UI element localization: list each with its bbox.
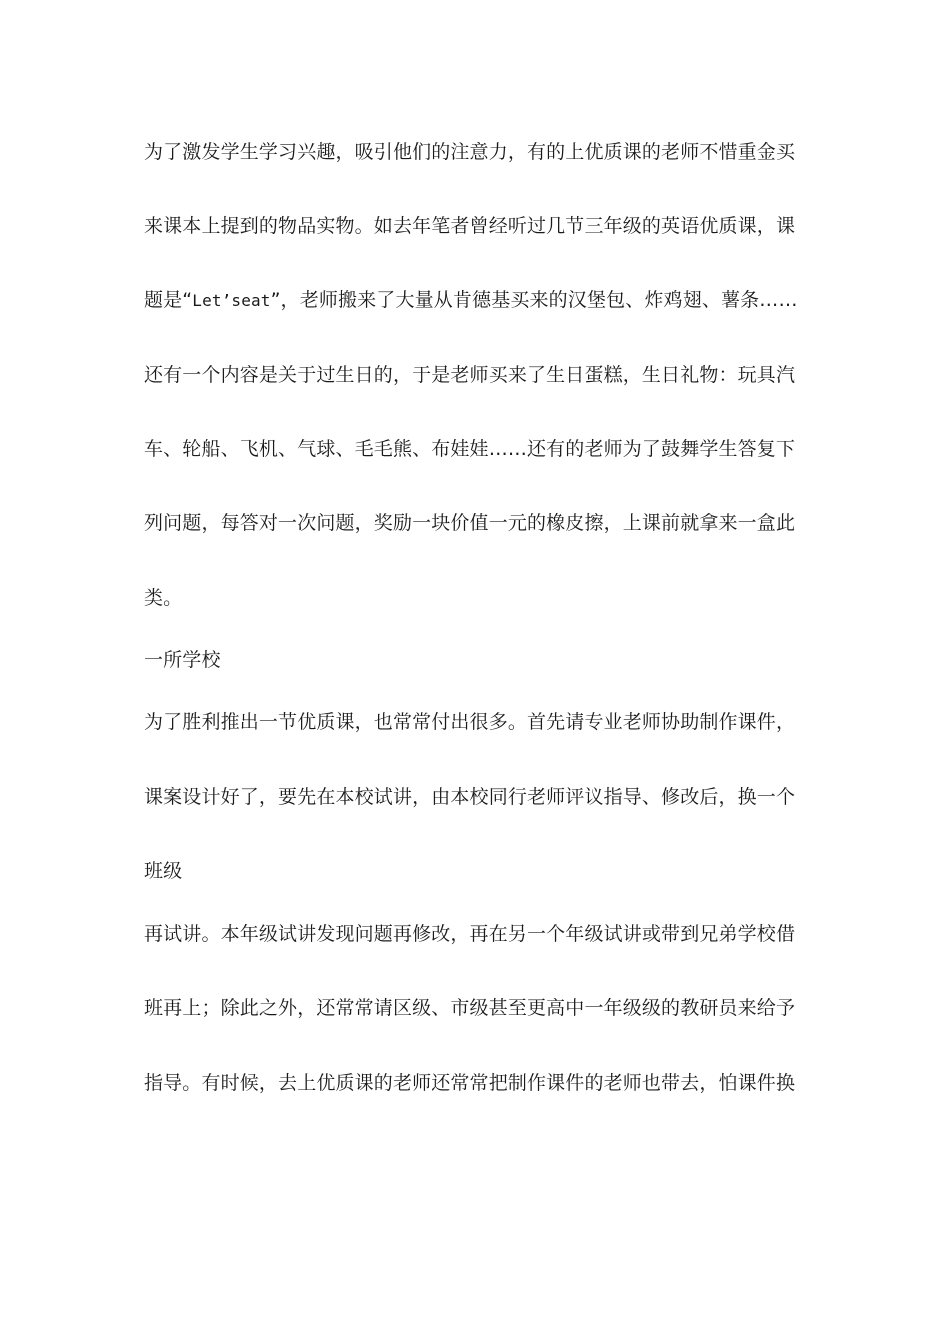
paragraph-1-line-6: 列问题，每答对一次问题，奖励一块价值一元的橡皮擦，上课前就拿来一盒此 <box>144 512 796 534</box>
paragraph-2-line-1: 为了胜利推出一节优质课，也常常付出很多。首先请专业老师协助制作课件， <box>144 711 796 733</box>
paragraph-2-line-2: 课案设计好了，要先在本校试讲，由本校同行老师评议指导、修改后，换一个 <box>144 786 796 808</box>
heading-school: 一所学校 <box>144 649 221 671</box>
paragraph-1-line-3 <box>144 287 804 314</box>
paragraph-1-line-1: 为了激发学生学习兴趣，吸引他们的注意力，有的上优质课的老师不惜重金买 <box>144 141 796 163</box>
paragraph-3-line-3: 指导。有时候，去上优质课的老师还常常把制作课件的老师也带去，怕课件换 <box>144 1072 796 1094</box>
paragraph-1-line-5: 车、轮船、飞机、气球、毛毛熊、布娃娃……还有的老师为了鼓舞学生答复下 <box>144 438 796 460</box>
paragraph-1-line-4: 还有一个内容是关于过生日的，于是老师买来了生日蛋糕，生日礼物：玩具汽 <box>144 364 796 386</box>
paragraph-3-line-2: 班再上；除此之外，还常常请区级、市级甚至更高中一年级级的教研员来给予 <box>144 997 796 1019</box>
paragraph-1-line-7: 类。 <box>144 587 183 609</box>
heading-class: 班级 <box>144 860 183 882</box>
paragraph-1-line-2: 来课本上提到的物品实物。如去年笔者曾经听过几节三年级的英语优质课，课 <box>144 215 796 237</box>
lesson-title-code: Let’seat <box>192 291 271 310</box>
line-3-suffix: ”，老师搬来了大量从肯德基买来的汉堡包、炸鸡翅、薯条…… <box>270 289 798 311</box>
line-3-prefix: 题是“ <box>144 289 193 311</box>
paragraph-3-line-1: 再试讲。本年级试讲发现问题再修改，再在另一个年级试讲或带到兄弟学校借 <box>144 923 796 945</box>
